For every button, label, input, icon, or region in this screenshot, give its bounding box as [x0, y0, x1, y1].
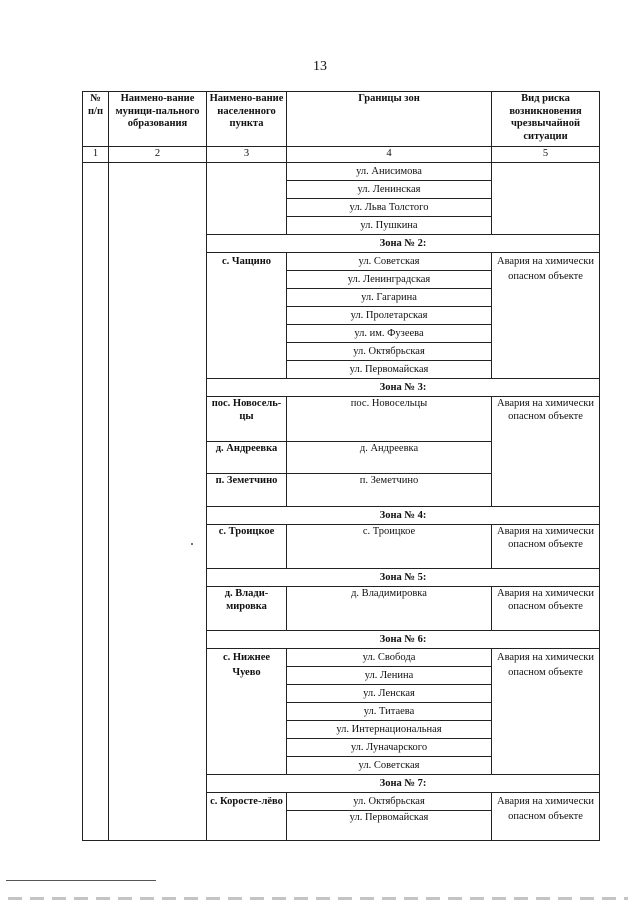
border-cell: д. Андреевка [287, 442, 492, 474]
settlement-cell: п. Земетчино [207, 474, 287, 507]
street-cell: ул. Ленина [287, 667, 492, 685]
street-cell: ул. Октябрьская [287, 793, 492, 811]
page-number: 13 [313, 59, 327, 74]
zone-title: Зона № 7: [207, 775, 600, 793]
street-cell: ул. Советская [287, 757, 492, 775]
risk-cell: Авария на химически опасном объекте [492, 587, 600, 631]
street-cell: ул. Льва Толстого [287, 199, 492, 217]
municipality-cell [109, 163, 207, 841]
settlement-cell: с. Чащино [207, 253, 287, 379]
risk-cell: Авария на химически опасном объекте [492, 253, 600, 379]
number-cell [83, 163, 109, 841]
risk-cell: Авария на химически опасном объекте [492, 649, 600, 775]
street-cell: ул. Интернациональная [287, 721, 492, 739]
column-number: 3 [207, 147, 287, 163]
street-cell: ул. Свобода [287, 649, 492, 667]
header-zone-borders: Границы зон [287, 92, 492, 147]
street-cell: ул. им. Фузеева [287, 325, 492, 343]
settlement-cell [207, 163, 287, 235]
column-number: 1 [83, 147, 109, 163]
zones-table [82, 91, 600, 841]
column-number: 5 [492, 147, 600, 163]
risk-cell: Авария на химически опасном объекте [492, 525, 600, 569]
zone-title: Зона № 6: [207, 631, 600, 649]
street-cell: ул. Октябрьская [287, 343, 492, 361]
column-numbers-row [83, 147, 600, 163]
risk-cell: Авария на химически опасном объекте [492, 397, 600, 507]
scan-artifact-line [8, 897, 628, 900]
settlement-cell: с. Троицкое [207, 525, 287, 569]
street-cell: ул. Первомайская [287, 811, 492, 841]
street-cell: ул. Анисимова [287, 163, 492, 181]
table-row [83, 163, 600, 181]
street-cell: ул. Советская [287, 253, 492, 271]
header-municipality: Наимено-вание муници-пального образования [109, 92, 207, 147]
column-number: 4 [287, 147, 492, 163]
settlement-cell: с. Коросте-лёво [207, 793, 287, 841]
scan-speck [191, 543, 193, 545]
border-cell: с. Троицкое [287, 525, 492, 569]
zone-title: Зона № 4: [207, 507, 600, 525]
settlement-cell: д. Андреевка [207, 442, 287, 474]
street-cell: ул. Пушкина [287, 217, 492, 235]
column-number: 2 [109, 147, 207, 163]
border-cell: п. Земетчино [287, 474, 492, 507]
street-cell: ул. Пролетарская [287, 307, 492, 325]
table-header-row [83, 92, 600, 147]
settlement-cell: пос. Новосель-цы [207, 397, 287, 442]
zone-title: Зона № 3: [207, 379, 600, 397]
street-cell: ул. Ленинградская [287, 271, 492, 289]
street-cell: ул. Ленская [287, 685, 492, 703]
zone-title: Зона № 2: [207, 235, 600, 253]
footnote-rule [6, 880, 156, 881]
header-settlement: Наимено-вание населенного пункта [207, 92, 287, 147]
risk-cell [492, 163, 600, 235]
street-cell: ул. Луначарского [287, 739, 492, 757]
street-cell: ул. Ленинская [287, 181, 492, 199]
street-cell: ул. Титаева [287, 703, 492, 721]
risk-cell: Авария на химически опасном объекте [492, 793, 600, 841]
header-risk-type: Вид риска возникновения чрезвычайной ситуации [492, 92, 600, 147]
street-cell: ул. Первомайская [287, 361, 492, 379]
border-cell: пос. Новосельцы [287, 397, 492, 442]
settlement-cell: с. Нижнее Чуево [207, 649, 287, 775]
border-cell: д. Владимировка [287, 587, 492, 631]
street-cell: ул. Гагарина [287, 289, 492, 307]
header-number: № п/п [83, 92, 109, 147]
settlement-cell: д. Влади-мировка [207, 587, 287, 631]
zone-title: Зона № 5: [207, 569, 600, 587]
